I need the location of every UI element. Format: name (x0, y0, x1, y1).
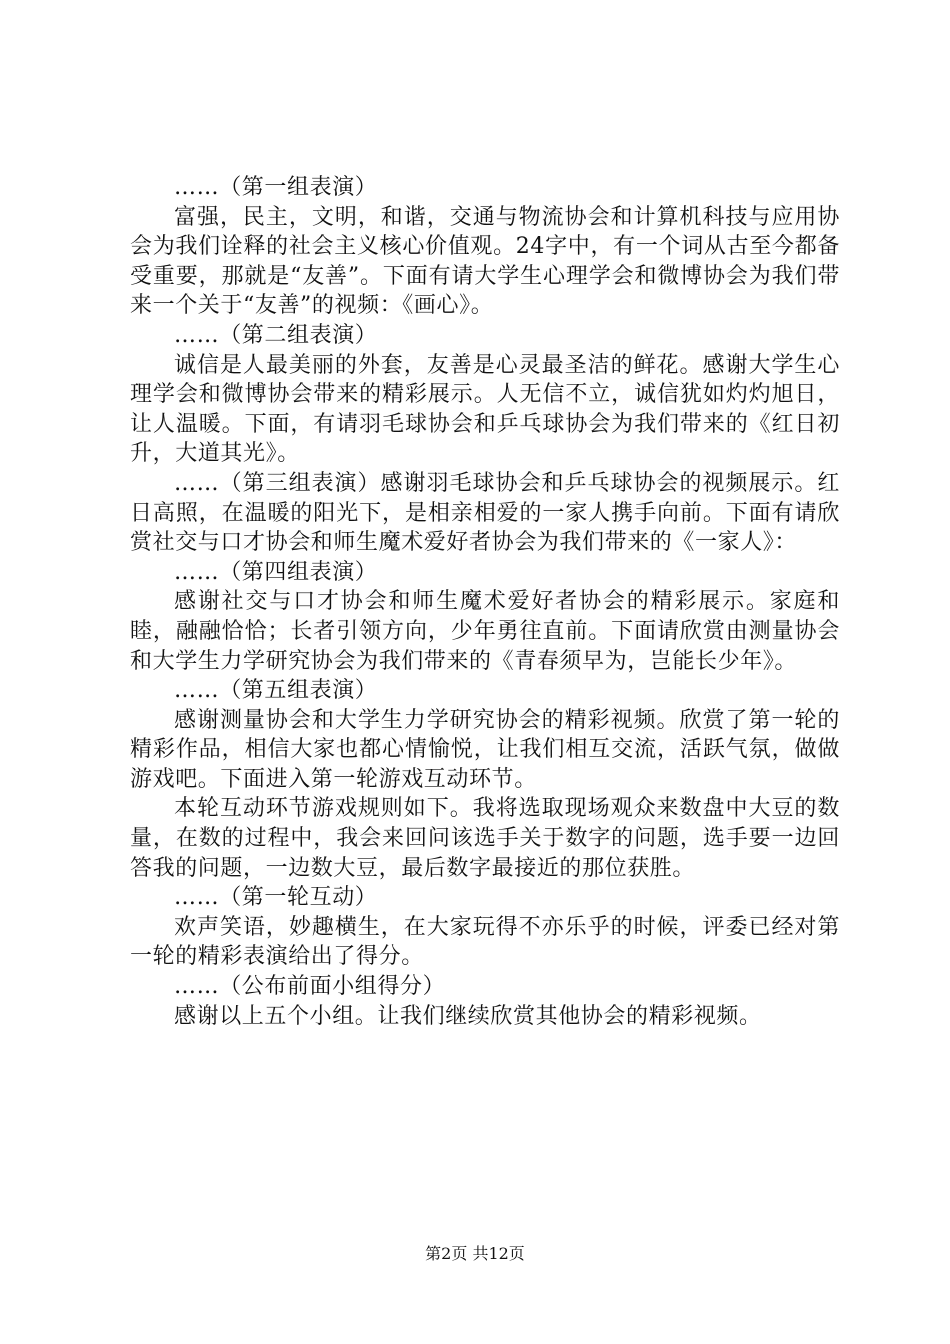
paragraph-group2-marker: ……（第二组表演） (174, 322, 378, 348)
paragraph-game-rules: 本轮互动环节游戏规则如下。我将选取现场观众来数盘中大豆的数量，在数的过程中，我会来回问该选手关于数字的问题，选手要一边回答我的问题，一边数大豆，最后数字最接近的那位获胜。 (130, 796, 840, 881)
paragraph-announce-marker: ……（公布前面小组得分） (174, 974, 446, 1000)
paragraph-core-values: 富强，民主，文明，和谐，交通与物流协会和计算机科技与应用协会为我们诠释的社会主义核心价值观。24字中，有一个词从古至今都备受重要，那就是“友善”。下面有请大学生心理学会和微博协会为我们带来一个关于“友善”的视频：《画心》。 (130, 204, 840, 319)
paragraph-family: 感谢社交与口才协会和师生魔术爱好者协会的精彩展示。家庭和睦，融融恰恰；长者引领方向，少年勇往直前。下面请欣赏由测量协会和大学生力学研究协会为我们带来的《青春须早为，岂能长少年》。 (130, 589, 840, 674)
paragraph-group5-marker: ……（第五组表演） (174, 678, 378, 704)
paragraph-integrity: 诚信是人最美丽的外套，友善是心灵最圣洁的鲜花。感谢大学生心理学会和微博协会带来的精彩展示。人无信不立，诚信犹如灼灼旭日，让人温暖。下面，有请羽毛球协会和乒乓球协会为我们带来的《红日初升，大道其光》。 (130, 352, 840, 467)
paragraph-scoring: 欢声笑语，妙趣横生，在大家玩得不亦乐乎的时候，评委已经对第一轮的精彩表演给出了得分。 (130, 914, 840, 970)
paragraph-round1-marker: ……（第一轮互动） (174, 885, 378, 911)
paragraph-group1-marker: ……（第一组表演） (174, 175, 378, 200)
page-indicator: 第2页 共12页 (425, 1244, 525, 1263)
paragraph-group3: ……（第三组表演）感谢羽毛球协会和乒乓球协会的视频展示。红日高照，在温暖的阳光下，是相亲相爱的一家人携手向前。下面有请欣赏社交与口才协会和师生魔术爱好者协会为我们带来的《一家人》： (130, 470, 840, 556)
paragraph-group4-marker: ……（第四组表演） (174, 559, 378, 585)
paragraph-game-intro: 感谢测量协会和大学生力学研究协会的精彩视频。欣赏了第一轮的精彩作品，相信大家也都心情愉悦，让我们相互交流，活跃气氛，做做游戏吧。下面进入第一轮游戏互动环节。 (130, 707, 840, 792)
document-body (130, 173, 840, 1031)
paragraph-thanks: 感谢以上五个小组。让我们继续欣赏其他协会的精彩视频。 (174, 1003, 762, 1029)
page-footer (0, 1243, 950, 1265)
